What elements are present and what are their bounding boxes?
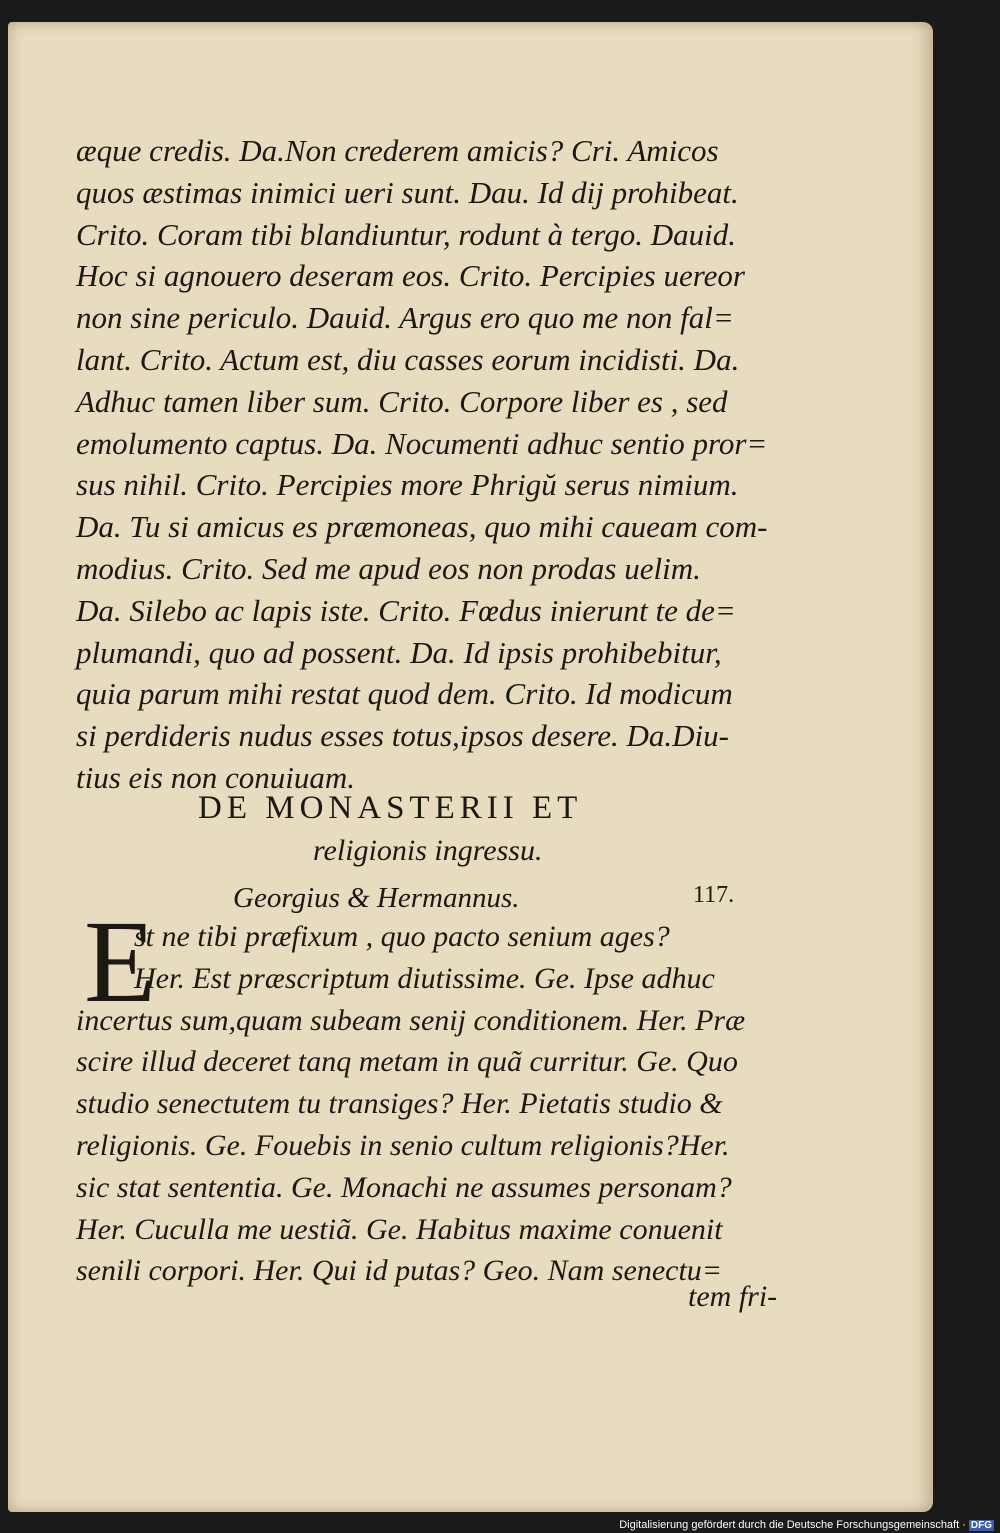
- text-line: sic stat sententia. Ge. Monachi ne assumes personam?: [76, 1170, 732, 1204]
- text-line: Crito. Coram tibi blandiuntur, rodunt à tergo. Dauid.: [76, 216, 736, 252]
- text-line: non sine periculo. Dauid. Argus ero quo me non fal=: [76, 300, 734, 336]
- text-line: incertus sum,quam subeam senij conditionem. Her. Præ: [76, 1003, 746, 1037]
- text-line: senili corpori. Her. Qui id putas? Geo. Nam senectu=: [76, 1254, 723, 1288]
- dialogue-speakers: Georgius & Hermannus.: [233, 882, 520, 914]
- text-line: Her. Est præscriptum diutissime. Ge. Ipse adhuc: [134, 961, 715, 995]
- text-line: Her. Cuculla me uestiã. Ge. Habitus maxime conuenit: [76, 1212, 723, 1246]
- text-line: Da. Tu si amicus es præmoneas, quo mihi caueam com-: [76, 509, 768, 545]
- body-text-top: [76, 130, 768, 799]
- text-line: studio senectutem tu transiges? Her. Pietatis studio &: [76, 1087, 723, 1121]
- text-line: æque credis. Da.Non crederem amicis? Cri. Amicos: [76, 133, 719, 168]
- text-line: sus nihil. Crito. Percipies more Phrigŭ serus nimium.: [76, 467, 739, 503]
- text-line: Da. Silebo ac lapis iste. Crito. Fœdus inierunt te de=: [76, 592, 736, 628]
- text-line: emolumento captus. Da. Nocumenti adhuc sentio pror=: [76, 425, 768, 461]
- text-line: quos æstimas inimici ueri sunt. Dau. Id dij prohibeat.: [76, 174, 739, 210]
- digitization-footer: [619, 1519, 994, 1531]
- dfg-logo: DFG: [970, 1520, 992, 1531]
- section-subheading: religionis ingressu.: [313, 834, 543, 867]
- text-line: quia parum mihi restat quod dem. Crito. Id modicum: [76, 676, 733, 712]
- text-line: tius eis non conuiuam.: [76, 759, 355, 795]
- text-line: Adhuc tamen liber sum. Crito. Corpore liber es , sed: [76, 383, 728, 419]
- section-number: 117.: [693, 882, 735, 908]
- body-text-bottom: [76, 916, 766, 1292]
- catchword: tem fri-: [688, 1280, 778, 1313]
- text-line: modius. Crito. Sed me apud eos non prodas uelim.: [76, 550, 701, 586]
- text-line: lant. Crito. Actum est, diu casses eorum incidisti. Da.: [76, 341, 740, 377]
- text-line: Hoc si agnouero deseram eos. Crito. Percipies uereor: [76, 258, 745, 294]
- book-page: [8, 22, 933, 1512]
- section-heading: DE MONASTERII ET: [198, 790, 583, 826]
- text-line: plumandi, quo ad possent. Da. Id ipsis prohibebitur,: [76, 634, 722, 670]
- text-line: scire illud deceret tanq metam in quã curritur. Ge. Quo: [76, 1045, 738, 1079]
- text-line: si perdideris nudus esses totus,ipsos desere. Da.Diu-: [76, 718, 729, 754]
- drop-cap: E: [84, 896, 157, 1027]
- footer-text: Digitalisierung gefördert durch die Deutsche Forschungsgemeinschaft ·: [619, 1519, 966, 1531]
- text-line: religionis. Ge. Fouebis in senio cultum religionis?Her.: [76, 1128, 730, 1162]
- text-line: st ne tibi præfixum , quo pacto senium ages?: [134, 920, 670, 953]
